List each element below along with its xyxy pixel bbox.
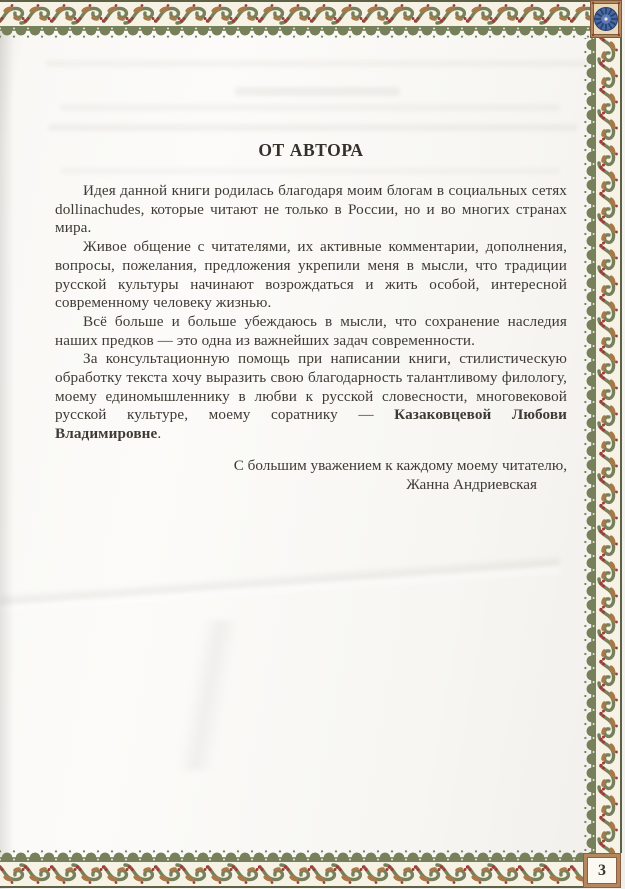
rosette-icon	[590, 0, 622, 38]
dedication-name: Казаковцевой Любови Владимировне	[55, 406, 567, 443]
bottom-border-ornament	[0, 850, 586, 888]
paragraph-3: Всё больше и больше убеждаюсь в мысли, что сохранение наследия наших предков — это одна из важнейших задач современности.	[55, 312, 567, 349]
top-border-ornament	[0, 0, 592, 38]
paragraph-2: Живое общение с читателями, их активные комментарии, дополнения, вопросы, пожелания, предложения укрепили меня в мысли, что традиции русской культуры начинают возрождаться и жить особой, интересной современному человеку жизнью.	[55, 238, 567, 312]
paper-crease	[0, 548, 560, 618]
page-title: ОТ АВТОРА	[258, 140, 364, 160]
page-number: 3	[587, 857, 617, 884]
paragraph-4-period: .	[157, 425, 162, 443]
author-name: Жанна Андриевская	[406, 475, 537, 493]
bleed-through-line	[45, 60, 590, 67]
paragraph-4-text: За консультационную помощь при написании книги, стилистическую обработку текста хочу выразить свою благодарность талантливому филологу, моему единомышленнику в любви к русской словесности, многовековой русской культуре, моему соратнику —	[55, 350, 567, 424]
binding-shadow	[0, 0, 14, 889]
page-number-badge	[583, 853, 621, 888]
corner-medallion	[590, 0, 622, 38]
right-border-ornament	[584, 38, 622, 853]
bleed-through-line	[235, 87, 400, 96]
paragraph-1: Идея данной книги родилась благодаря моим блогам в социальных сетях dollinachudes, которые читают не только в России, но и во многих странах мира.	[55, 182, 567, 237]
page-content	[55, 140, 567, 494]
floral-border-pattern	[0, 850, 586, 888]
closing-signature	[55, 456, 567, 494]
paragraph-4	[55, 350, 567, 444]
bleed-through-line	[48, 124, 578, 131]
paper-crease	[140, 620, 270, 770]
floral-border-pattern	[0, 0, 592, 38]
closing-line: С большим уважением к каждому моему читателю,	[233, 456, 567, 474]
bleed-through-line	[60, 104, 560, 111]
floral-border-pattern	[584, 38, 622, 853]
